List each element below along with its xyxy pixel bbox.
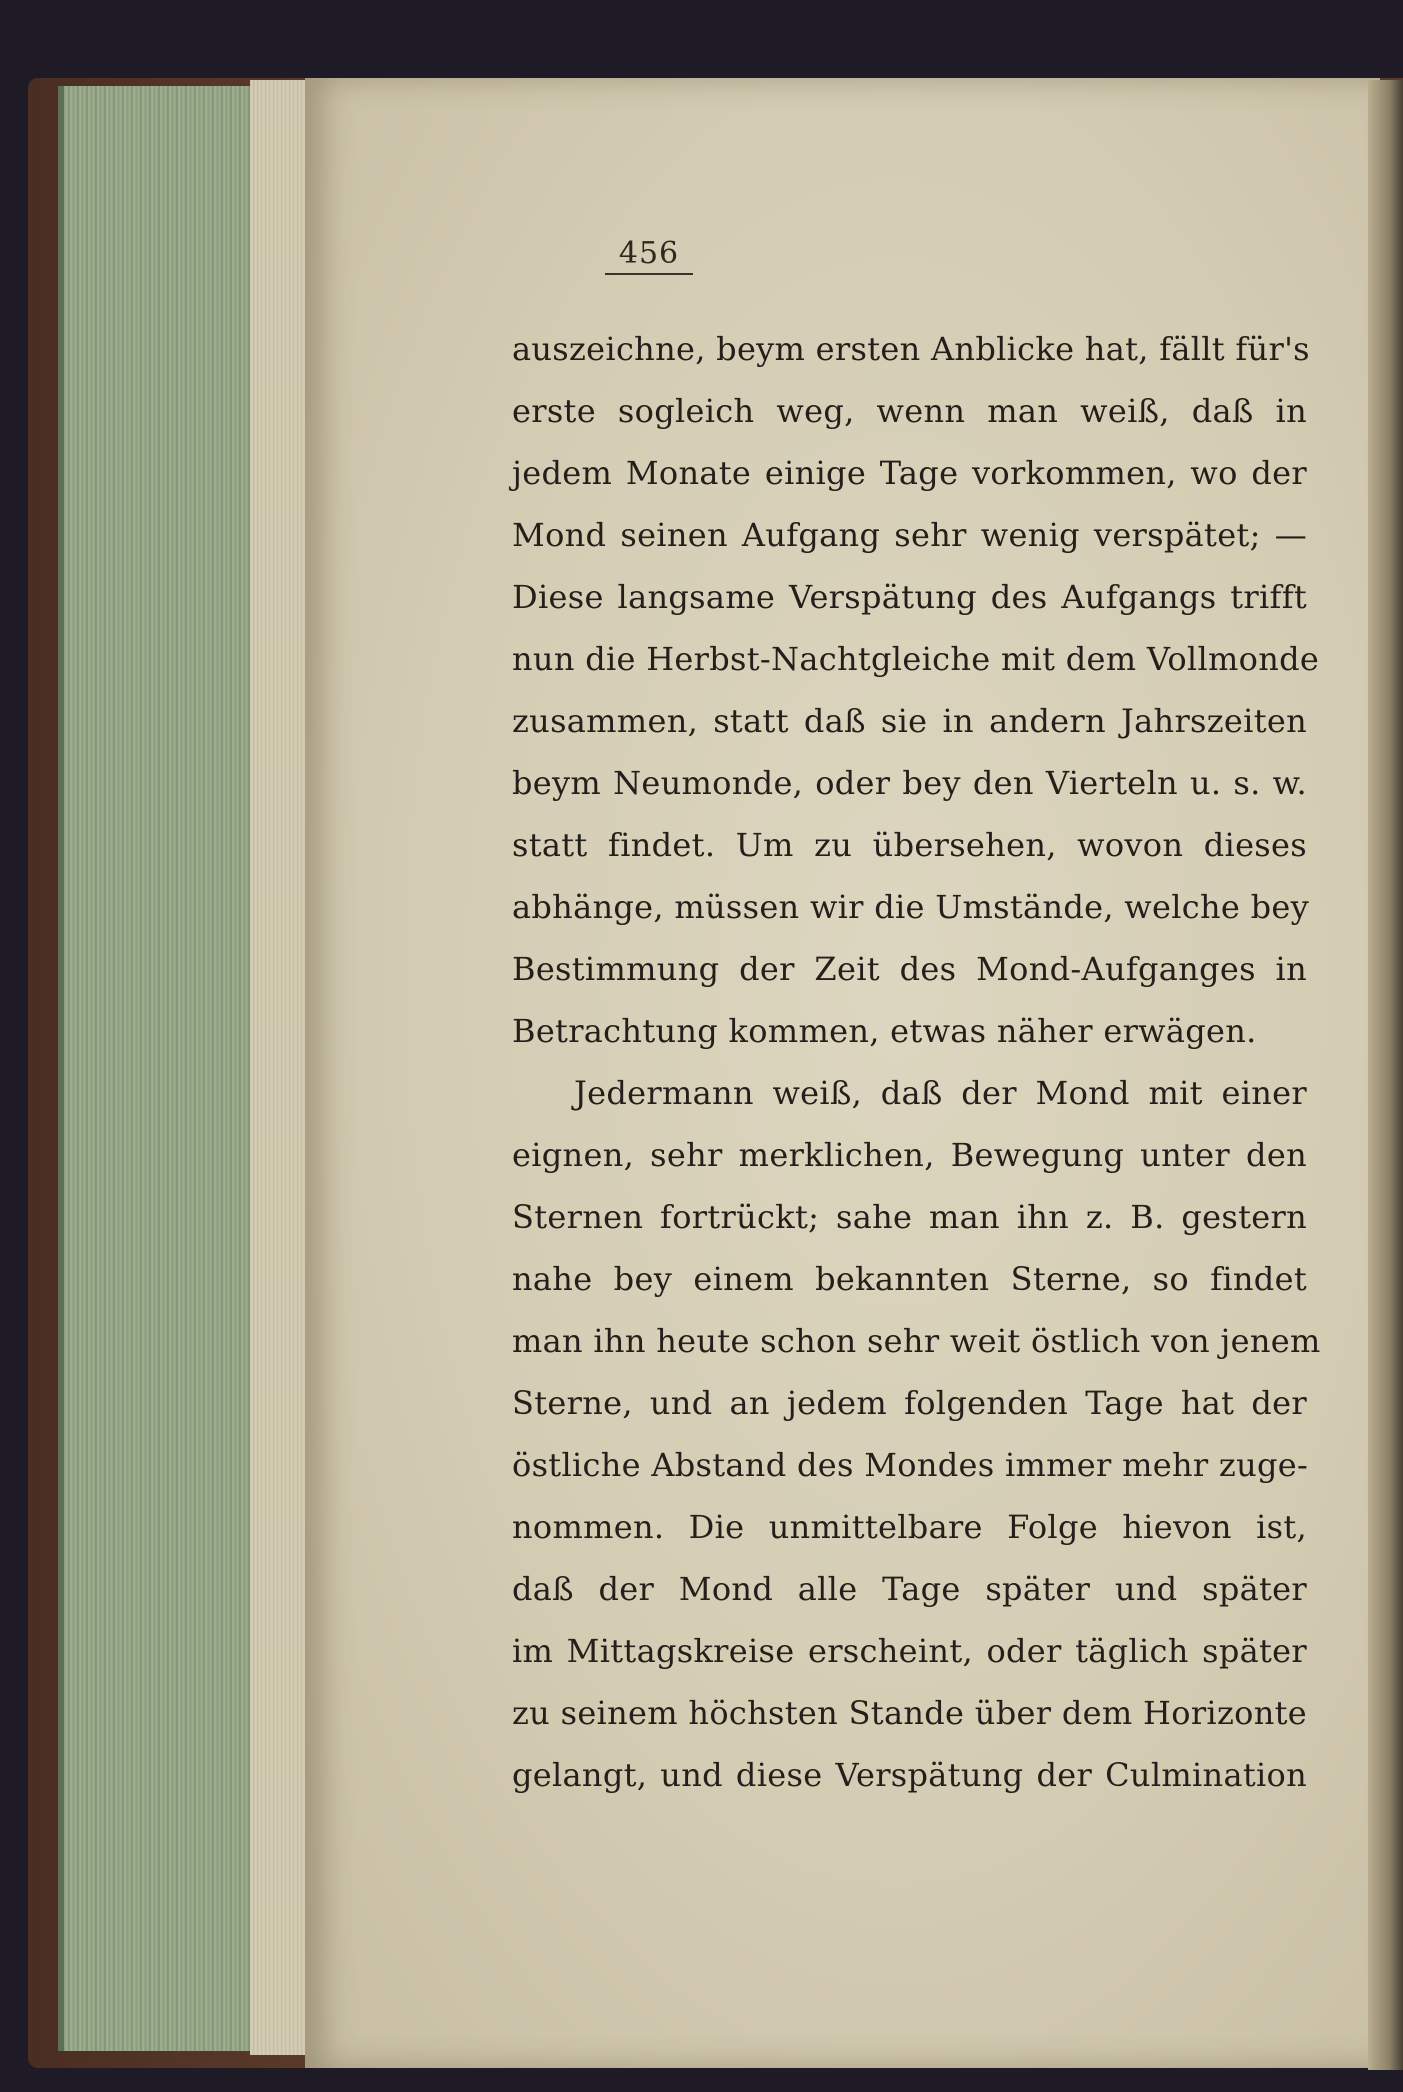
- text-line: Sterne, und an jedem folgenden Tage hat der: [512, 1384, 1307, 1422]
- text-line: zu seinem höchsten Stande über dem Horizonte: [512, 1694, 1307, 1732]
- text-line: jedem Monate einige Tage vorkommen, wo der: [512, 454, 1307, 492]
- text-line: im Mittagskreise erscheint, oder täglich später: [512, 1632, 1307, 1670]
- text-line: Sternen fortrückt; sahe man ihn z. B. gestern: [512, 1198, 1307, 1236]
- text-line: daß der Mond alle Tage später und später: [512, 1570, 1307, 1608]
- text-line: Jedermann weiß, daß der Mond mit einer: [574, 1074, 1307, 1112]
- text-line: nun die Herbst-Nachtgleiche mit dem Vollmonde: [512, 640, 1320, 678]
- text-line: auszeichne, beym ersten Anblicke hat, fällt für's: [512, 330, 1310, 368]
- text-line: Diese langsame Verspätung des Aufgangs trifft: [512, 578, 1307, 616]
- text-line: Betrachtung kommen, etwas näher erwägen.: [512, 1012, 1257, 1050]
- text-line: abhänge, müssen wir die Umstände, welche bey: [512, 888, 1310, 926]
- page-number-row: [0, 236, 1403, 275]
- text-line: Mond seinen Aufgang sehr wenig verspätet; —: [512, 516, 1307, 554]
- text-line: man ihn heute schon sehr weit östlich von jenem: [512, 1322, 1321, 1360]
- body-text: [512, 318, 1321, 1806]
- page-fold: [1368, 80, 1403, 2070]
- text-line: statt findet. Um zu übersehen, wovon dieses: [512, 826, 1307, 864]
- text-line: Bestimmung der Zeit des Mond-Aufganges in: [512, 950, 1307, 988]
- text-line: nommen. Die unmittelbare Folge hievon ist,: [512, 1508, 1307, 1546]
- page-number: 456: [605, 236, 693, 275]
- text-line: erste sogleich weg, wenn man weiß, daß in: [512, 392, 1307, 430]
- text-line: nahe bey einem bekannten Sterne, so findet: [512, 1260, 1307, 1298]
- text-line: beym Neumonde, oder bey den Vierteln u. s. w.: [512, 764, 1307, 802]
- page-edges-inner: [250, 80, 310, 2055]
- text-line: zusammen, statt daß sie in andern Jahrszeiten: [512, 702, 1307, 740]
- text-line: östliche Abstand des Mondes immer mehr zuge-: [512, 1446, 1309, 1484]
- text-line: eignen, sehr merklichen, Bewegung unter den: [512, 1136, 1307, 1174]
- text-line: gelangt, und diese Verspätung der Culmination: [512, 1756, 1307, 1794]
